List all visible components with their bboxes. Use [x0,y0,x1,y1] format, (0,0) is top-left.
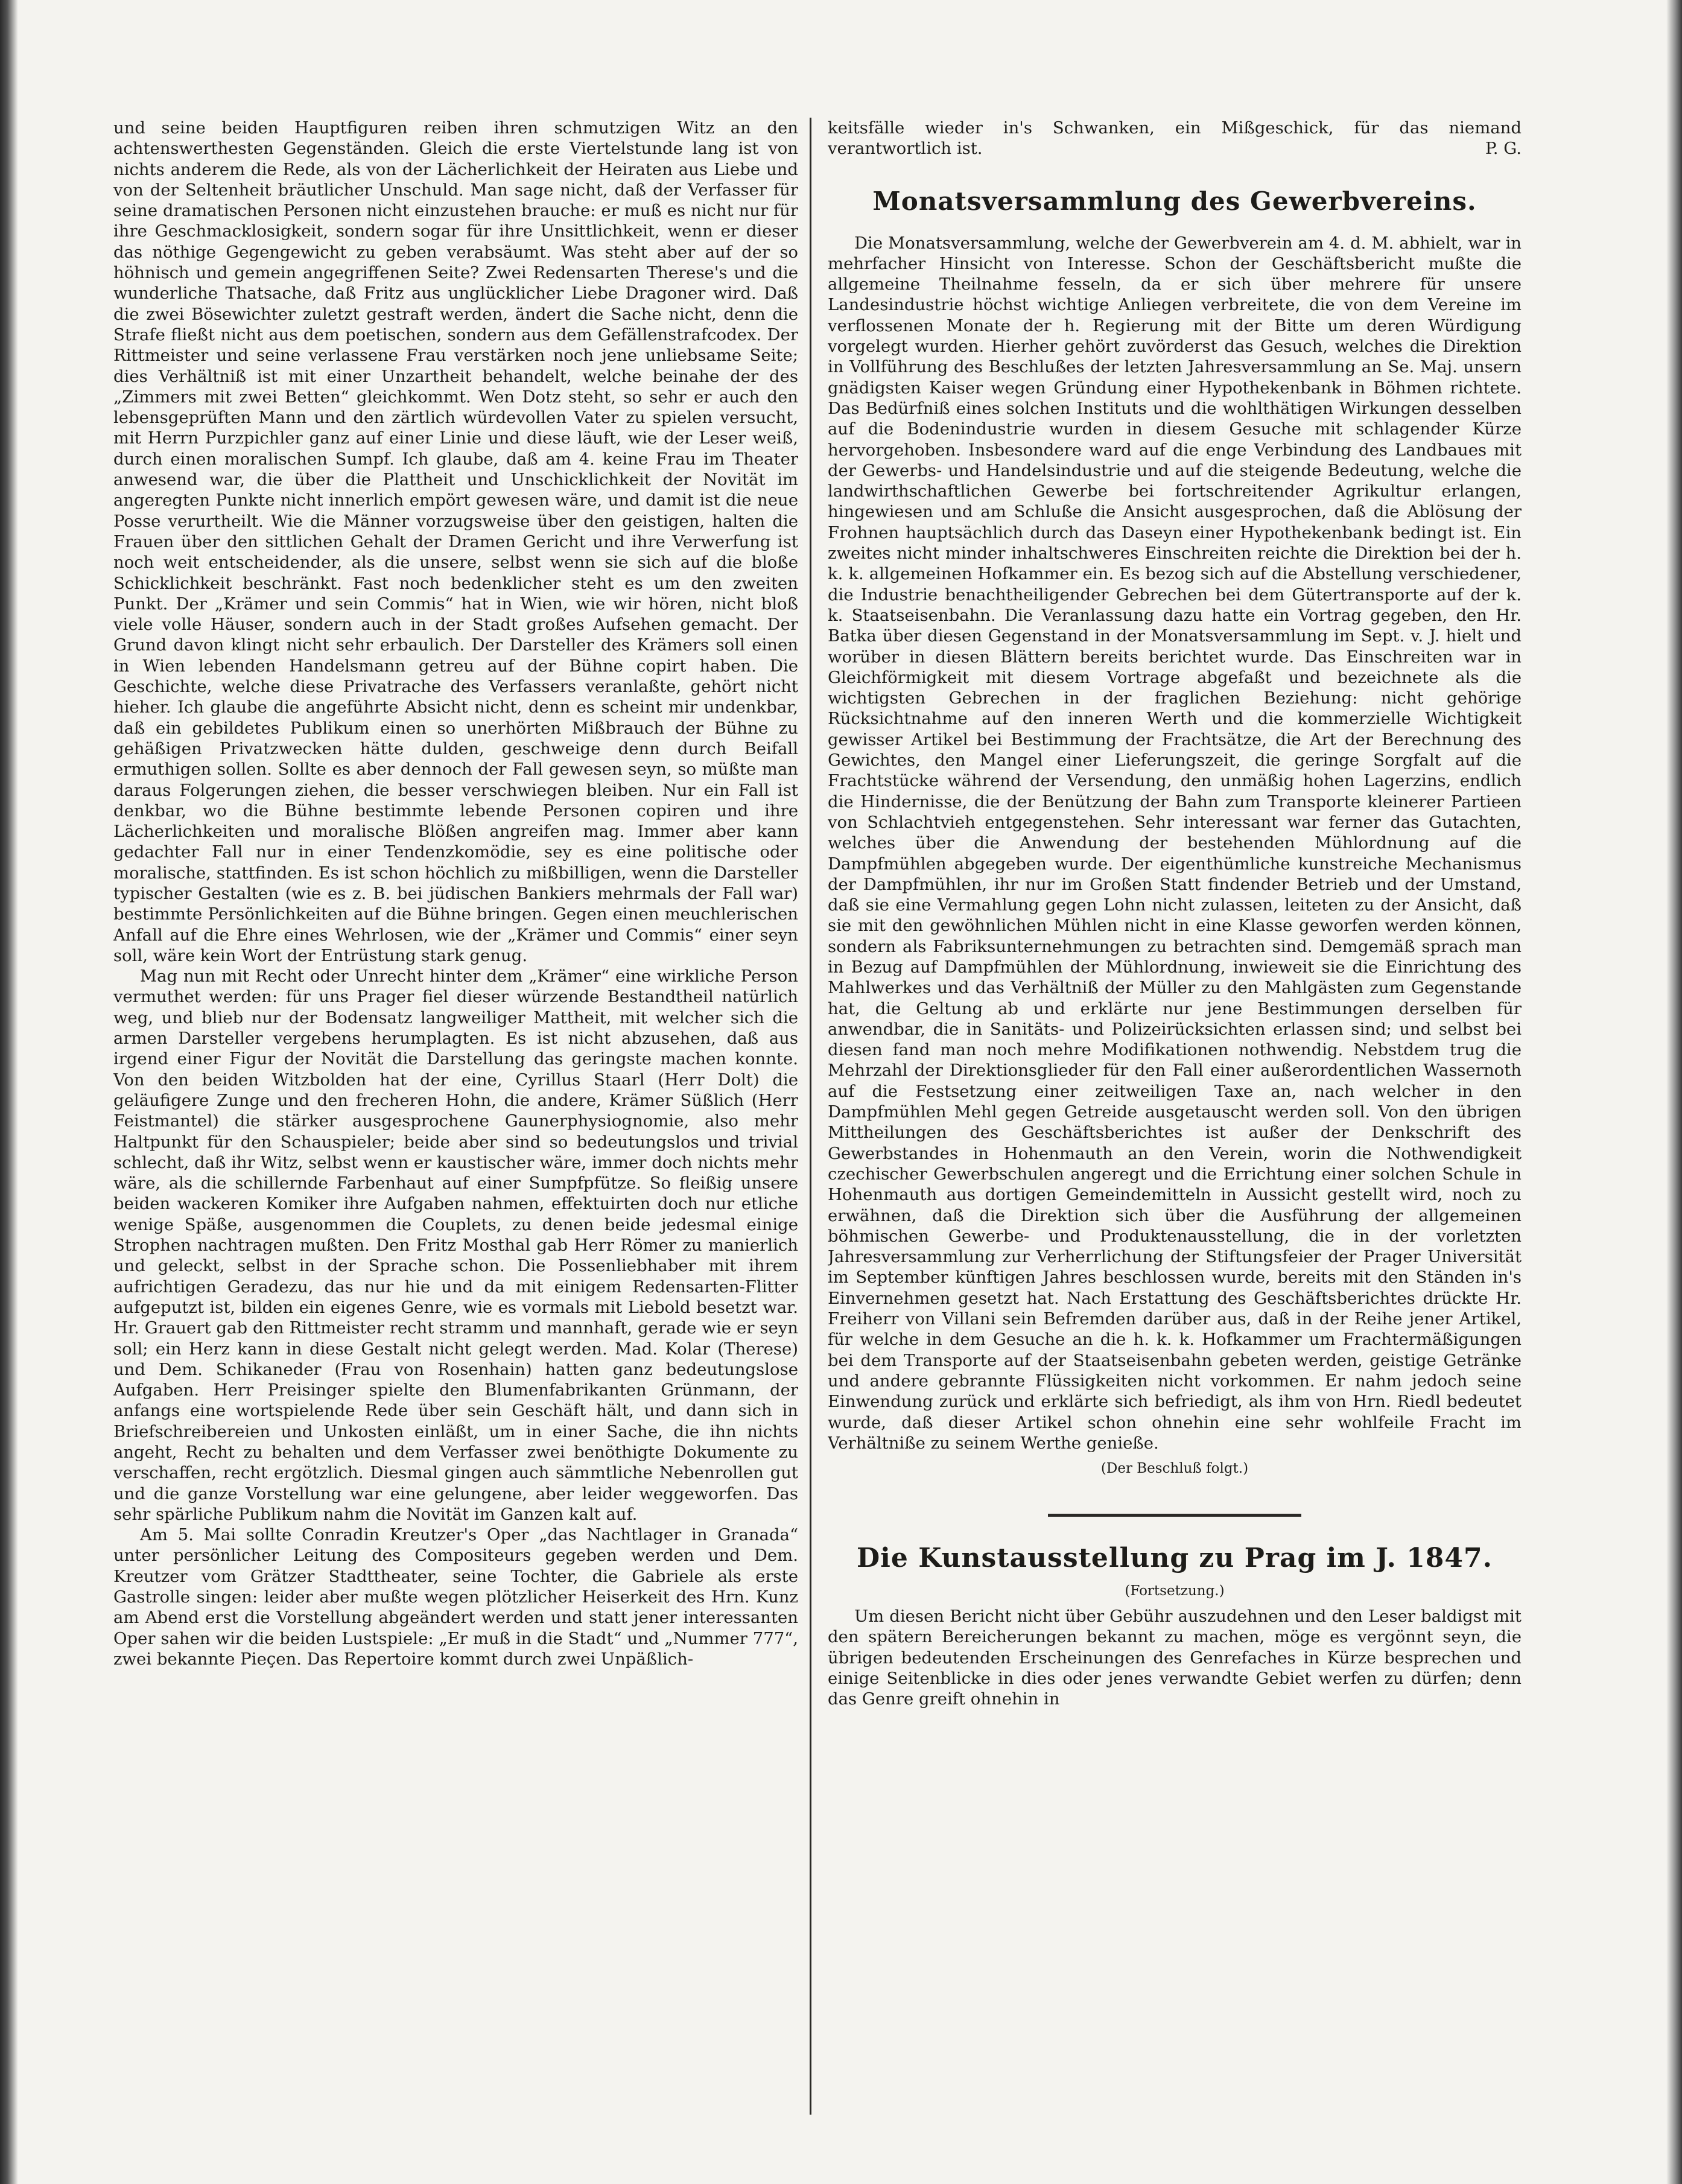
section-title-gewerbverein: Monatsversammlung des Gewerbvereins. [872,186,1477,216]
section-separator [1048,1514,1301,1517]
right-column [828,118,1522,2121]
section1-continuation-note: (Der Beschluß folgt.) [1100,1461,1249,1477]
column-divider [810,118,811,2115]
left-paragraph-1: und seine beiden Hauptfiguren reiben ihren schmutzigen Witz an den achtenswerthesten Gegenständen. Gleich die erste Viertelstunde lang ist von nichts anderem die Rede, als von der Lächerlichkeit der Heiraten aus Liebe und von der Seltenheit bräutlicher Unschuld. Man sage nicht, daß der Verfasser für seine dramatischen Personen nicht einzustehen brauche: er muß es nicht nur für ihre Geschmacklosigkeit, sondern sogar für ihre Unsittlichkeit, wenn er dieser das nöthige Gegengewicht zu geben verabsäumt. Was steht aber auf der so höhnisch und gemein angegriffenen Seite? Zwei Redensarten Therese's und die wunderliche Thatsache, daß Fritz aus unglücklicher Liebe Dragoner wird. Daß die zwei Bösewichter zuletzt gestraft werden, ändert die Sache nicht, denn die Strafe fließt nicht aus dem poetischen, sondern aus dem Gefällenstrafcodex. Der Rittmeister und seine verlassene Frau verstärken noch jene unliebsame Seite; dies Verhältniß ist mit einer Unzartheit behandelt, welche beinahe der des „Zimmers mit zwei Betten“ gleichkommt. Wen Dotz steht, so sehr er auch den lebensgeprüften Mann und den zärtlich würdevollen Vater zu spielen versucht, mit Herrn Purzpichler ganz auf einer Linie und diese läuft, wie der Leser weiß, durch einen moralischen Sumpf. Ich glaube, daß am 4. keine Frau im Theater anwesend war, die über die Plattheit und Unschicklichkeit der Novität im angeregten Punkte nicht innerlich empört gewesen wäre, und damit ist die neue Posse verurtheilt. Wie die Männer vorzugsweise über den geistigen, halten die Frauen über den sittlichen Gehalt der Dramen Gericht und ihre Verwerfung ist noch weit entscheidender, als die unsere, selbst wenn sie sich auf die bloße Schicklichkeit beschränkt. Fast noch bedenklicher steht es um den zweiten Punkt. Der „Krämer und sein Commis“ hat in Wien, wie wir hören, nicht bloß viele volle Häuser, sondern auch in der Stadt großes Aufsehen gemacht. Der Grund davon klingt nicht sehr erbaulich. Der Darsteller des Krämers soll einen in Wien lebenden Handelsmann getreu auf der Bühne copirt haben. Die Geschichte, welche diese Privatrache des Verfassers veranlaßte, gehört nicht hieher. Ich glaube die angeführte Absicht nicht, denn es scheint mir undenkbar, daß ein gebildetes Publikum einen so unerhörten Mißbrauch der Bühne zu gehäßigen Privatzwecken hätte dulden, geschweige denn durch Beifall ermuthigen sollen. Sollte es aber dennoch der Fall gewesen seyn, so müßte man daraus Folgerungen ziehen, die besser verschwiegen bleiben. Nur ein Fall ist denkbar, wo die Bühne bestimmte lebende Personen copiren und ihre Lächerlichkeiten und moralische Blößen angreifen mag. Immer aber kann gedachter Fall nur in einer Tendenzkomödie, sey es eine politische oder moralische, stattfinden. Es ist schon höchlich zu mißbilligen, wenn die Darsteller typischer Gestalten (wie es z. B. bei jüdischen Bankiers mehrmals der Fall war) bestimmte Persönlichkeiten auf die Bühne bringen. Gegen einen meuchlerischen Anfall auf die Ehre eines Wehrlosen, wie der „Krämer und Commis“ einer seyn soll, wäre kein Wort der Entrüstung stark genug. [113,118,798,965]
left-paragraph-3: Am 5. Mai sollte Conradin Kreutzer's Oper „das Nachtlager in Granada“ unter persönlicher Leitung des Compositeurs gegeben werden und Dem. Kreutzer vom Grätzer Stadttheater, seine Tochter, die Gabriele als erste Gastrolle singen: leider aber mußte wegen plötzlicher Heiserkeit des Hrn. Kunz am Abend erst die Vorstellung abgeändert werden und statt jener interessanten Oper sahen wir die beiden Lustspiele: „Er muß in die Stadt“ und „Nummer 777“, zwei bekannte Pieçen. Das Repertoire kommt durch zwei Unpäßlich- [113,1525,798,1669]
scan-edge-right [1666,0,1682,2184]
section2-paragraph-1: Um diesen Bericht nicht über Gebühr auszudehnen und den Leser baldigst mit den spätern Bereicherungen bekannt zu machen, möge es vergönnt seyn, die übrigen bedeutenden Erscheinungen des Genrefaches in Kürze besprechen und einige Seitenblicke in dies oder jenes verwandte Gebiet werfen zu dürfen; denn das Genre greift ohnehin in [828,1607,1522,1709]
left-paragraph-2: Mag nun mit Recht oder Unrecht hinter dem „Krämer“ eine wirkliche Person vermuthet werden: für uns Prager fiel dieser würzende Bestandtheil natürlich weg, und blieb nur der Bodensatz langweiliger Mattheit, mit welcher sich die armen Darsteller vergebens herumplagten. Es ist nicht abzusehen, daß aus irgend einer Figur der Novität die Darstellung das geringste machen konnte. Von den beiden Witzbolden hat der eine, Cyrillus Staarl (Herr Dolt) die geläufigere Zunge und den frecheren Hohn, die andere, Krämer Süßlich (Herr Feistmantel) die stärker ausgesprochene Gaunerphysiognomie, also mehr Haltpunkt für den Schauspieler; beide aber sind so bedeutungslos und trivial schlecht, daß ihr Witz, selbst wenn er kaustischer wäre, immer doch nichts mehr wäre, als die schillernde Farbenhaut auf einer Sumpfpfütze. So fleißig unsere beiden wackeren Komiker ihre Aufgaben nahmen, effektuirten doch nur etliche wenige Späße, ausgenommen die Couplets, zu denen beide jedesmal einige Strophen nachtragen mußten. Den Fritz Mosthal gab Herr Römer zu manierlich und geleckt, selbst in der Sprache schon. Die Possenliebhaber mit ihrem aufrichtigen Geradezu, das nur hie und da mit einigem Redensarten-Flitter aufgeputzt ist, bilden ein eigenes Genre, wie es vormals mit Liebold besetzt war. Hr. Grauert gab den Rittmeister recht stramm und mannhaft, gerade wie er seyn soll; ein Herz kann in diese Gestalt nicht gelegt werden. Mad. Kolar (Therese) und Dem. Schikaneder (Frau von Rosenhain) hatten ganz bedeutungslose Aufgaben. Herr Preisinger spielte den Blumenfabrikanten Grünmann, der anfangs eine wortspielende Rede über sein Geschäft hält, und dann sich in Briefschreibereien und Unkosten einläßt, um in einer Sache, die ihn nichts angeht, Recht zu behalten und dem Verfasser zwei benöthigte Dokumente zu verschaffen, recht ergötzlich. Diesmal gingen auch sämmtliche Nebenrollen gut und die ganze Vorstellung war eine gelungene, aber leider weggeworfen. Das sehr spärliche Publikum nahm die Novität im Ganzen kalt auf. [113,967,798,1524]
carryover-text [828,118,1522,159]
scan-edge-left [0,0,18,2184]
carryover-signature: P. G. [1485,139,1522,159]
carryover-body: keitsfälle wieder in's Schwanken, ein Mißgeschick, für das niemand verantwortlich ist. [828,118,1522,159]
section1-paragraph-1: Die Monatsversammlung, welche der Gewerbverein am 4. d. M. abhielt, war in mehrfacher Hinsicht von Interesse. Schon der Geschäftsbericht mußte die allgemeine Theilnahme fesseln, da er sich über mehrere für unsere Landesindustrie höchst wichtige Anliegen verbreitete, die von dem Vereine im verflossenen Monate der h. Regierung mit der Bitte um deren Würdigung vorgelegt wurden. Hierher gehört zuvörderst das Gesuch, welches die Direktion in Vollführung des Beschlußes der letzten Jahresversammlung an Se. Maj. unsern gnädigsten Kaiser wegen Gründung einer Hypothekenbank in Böhmen richtete. Das Bedürfniß eines solchen Instituts und die wohlthätigen Wirkungen desselben auf die Bodenindustrie wurden in diesem Gesuche mit schlagender Kürze hervorgehoben. Insbesondere ward auf die enge Verbindung des Landbaues mit der Gewerbs- und Handelsindustrie und auf die steigende Bedeutung, welche die landwirthschaftlichen Gewerbe bei fortschreitender Agrikultur erlangen, hingewiesen und am Schluße die Ansicht ausgesprochen, daß die Ablösung der Frohnen hauptsächlich durch das Daseyn einer Hypothekenbank bedingt ist. Ein zweites nicht minder inhaltschweres Einschreiten reichte die Direktion bei der h. k. k. allgemeinen Hofkammer ein. Es bezog sich auf die Abstellung verschiedener, die Industrie benachtheiligender Gebrechen bei dem Gütertransporte auf der k. k. Staatseisenbahn. Die Veranlassung dazu hatte ein Vortrag gegeben, den Hr. Batka über diesen Gegenstand in der Monatsversammlung im Sept. v. J. hielt und worüber in diesen Blättern bereits berichtet wurde. Das Einschreiten war in Gleichförmigkeit mit diesem Vortrage abgefaßt und bezeichnete als die wichtigsten Gebrechen in der fraglichen Beziehung: nicht gehörige Rücksichtnahme auf den inneren Werth und die kommerzielle Wichtigkeit gewisser Artikel bei Bestimmung der Frachtsätze, die Art der Berechnung des Gewichtes, den Mangel einer Lieferungszeit, die geringe Sorgfalt auf die Frachtstücke während der Versendung, den unmäßig hohen Lagerzins, endlich die Hindernisse, die der Benützung der Bahn zum Transporte kleinerer Partieen von Schlachtvieh entgegenstehen. Sehr interessant war ferner das Gutachten, welches über die Anwendung der bestehenden Mühlordnung auf die Dampfmühlen abgegeben wurde. Der eigenthümliche kunstreiche Mechanismus der Dampfmühlen, ihr nur im Großen Statt findender Betrieb und der Umstand, daß sie eine Vermahlung gegen Lohn nicht zulassen, leiteten zu der Ansicht, daß sie mit den gewöhnlichen Mühlen nicht in eine Klasse geworfen werden können, sondern als Fabriksunternehmungen zu betrachten sind. Demgemäß sprach man in Bezug auf Dampfmühlen der Mühlordnung, inwieweit sie die Einrichtung des Mahlwerkes und das Verhältniß der Müller zu den Mahlgästen zum Gegenstande hat, die Geltung ab und erklärte nur jene Bestimmungen derselben für anwendbar, die in Sanitäts- und Polizeirücksichten erlassen sind; und selbst bei diesen fand man noch mehre Modifikationen nothwendig. Nebstdem trug die Mehrzahl der Direktionsglieder für den Fall einer außerordentlichen Wassernoth auf die Festsetzung einer zeitweiligen Taxe an, nach welcher in den Dampfmühlen Mehl gegen Getreide ausgetauscht werden soll. Von den übrigen Mittheilungen des Geschäftsberichtes ist außer der Denkschrift des Gewerbstandes in Hohenmauth an den Verein, worin die Nothwendigkeit czechischer Gewerbschulen angeregt und die Errichtung einer solchen Schule in Hohenmauth aus dortigen Gemeindemitteln in Aussicht gestellt wird, noch zu erwähnen, daß die Direktion sich über die Ausführung der allgemeinen böhmischen Gewerbe- und Produktenausstellung, die in der vorletzten Jahresversammlung zur Verherrlichung der Stiftungsfeier der Prager Universität im September künftigen Jahres beschlossen wurde, bereits mit den Ständen in's Einvernehmen gesetzt hat. Nach Erstattung des Geschäftsberichtes drückte Hr. Freiherr von Villani sein Befremden darüber aus, daß in der Reihe jener Artikel, für welche in dem Gesuche an die h. k. k. Hofkammer um Frachtermäßigungen bei dem Transporte auf der Staatseisenbahn gebeten werden, geistige Getränke und andere gebrannte Flüssigkeiten nicht vorkommen. Er nahm jedoch seine Einwendung zurück und erklärte sich befriedigt, als ihm von Hrn. Riedl bedeutet wurde, daß dieser Artikel schon ohnehin eine sehr wohlfeile Fracht im Verhältniße zu seinem Werthe genieße. [828,233,1522,1453]
left-column [113,118,798,2121]
section-title-kunstausstellung: Die Kunstausstellung zu Prag im J. 1847. [857,1543,1493,1574]
section2-continuation-note: (Fortsetzung.) [1125,1583,1225,1599]
